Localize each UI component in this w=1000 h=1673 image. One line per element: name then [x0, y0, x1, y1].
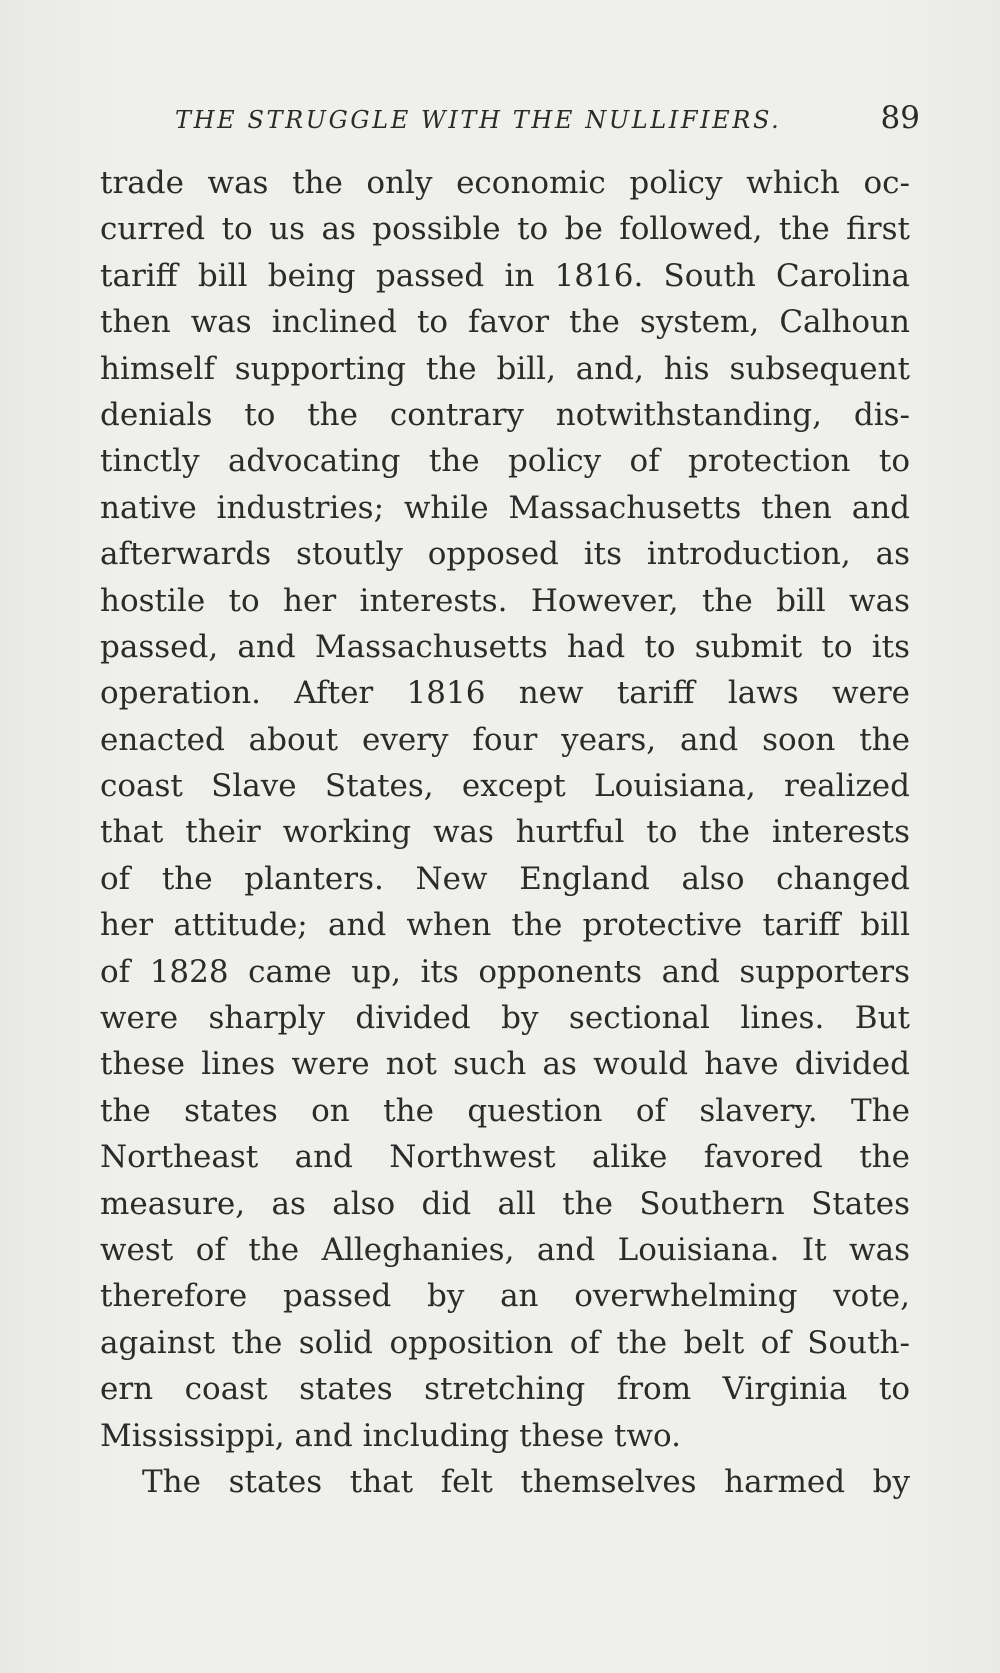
text-line: operation. After 1816 new tariff laws were	[100, 675, 910, 712]
text-line: of the planters. New England also changed	[100, 860, 910, 897]
text-line: then was inclined to favor the system, Calhoun	[100, 304, 910, 341]
text-line-paragraph-start: The states that felt themselves harmed by	[142, 1463, 910, 1500]
text-line: enacted about every four years, and soon the	[100, 721, 910, 758]
text-line: hostile to her interests. However, the bill was	[100, 582, 910, 619]
text-line: tariff bill being passed in 1816. South Carolina	[100, 257, 910, 294]
text-line: therefore passed by an overwhelming vote,	[100, 1278, 910, 1315]
text-line: measure, as also did all the Southern States	[100, 1185, 910, 1222]
text-line: that their working was hurtful to the interests	[100, 814, 910, 851]
text-line: curred to us as possible to be followed, the first	[100, 211, 910, 248]
text-line: tinctly advocating the policy of protection to	[100, 443, 910, 480]
running-title: THE STRUGGLE WITH THE NULLIFIERS.	[175, 106, 782, 134]
text-line: the states on the question of slavery. The	[100, 1092, 910, 1129]
text-line: himself supporting the bill, and, his subsequent	[100, 350, 910, 387]
text-line: of 1828 came up, its opponents and supporters	[100, 953, 910, 990]
text-line: passed, and Massachusetts had to submit to its	[100, 628, 910, 665]
page-number: 89	[880, 100, 920, 136]
text-line: denials to the contrary notwithstanding, dis-	[100, 396, 910, 433]
text-line: against the solid opposition of the belt of South-	[100, 1324, 910, 1361]
text-line: trade was the only economic policy which oc-	[100, 165, 910, 201]
text-line-paragraph-end: Mississippi, and including these two.	[100, 1417, 681, 1454]
text-line: her attitude; and when the protective tariff bill	[100, 907, 910, 944]
body-text	[100, 160, 910, 1505]
text-line: coast Slave States, except Louisiana, realized	[100, 768, 910, 805]
text-line: were sharply divided by sectional lines. But	[100, 1000, 910, 1037]
text-line: afterwards stoutly opposed its introduction, as	[100, 536, 910, 573]
text-line: native industries; while Massachusetts then and	[100, 489, 910, 526]
running-head	[175, 100, 920, 144]
text-line: ern coast states stretching from Virginia to	[100, 1371, 910, 1408]
text-line: Northeast and Northwest alike favored the	[100, 1139, 910, 1176]
text-line: these lines were not such as would have divided	[100, 1046, 910, 1083]
text-line: west of the Alleghanies, and Louisiana. It was	[100, 1231, 910, 1268]
